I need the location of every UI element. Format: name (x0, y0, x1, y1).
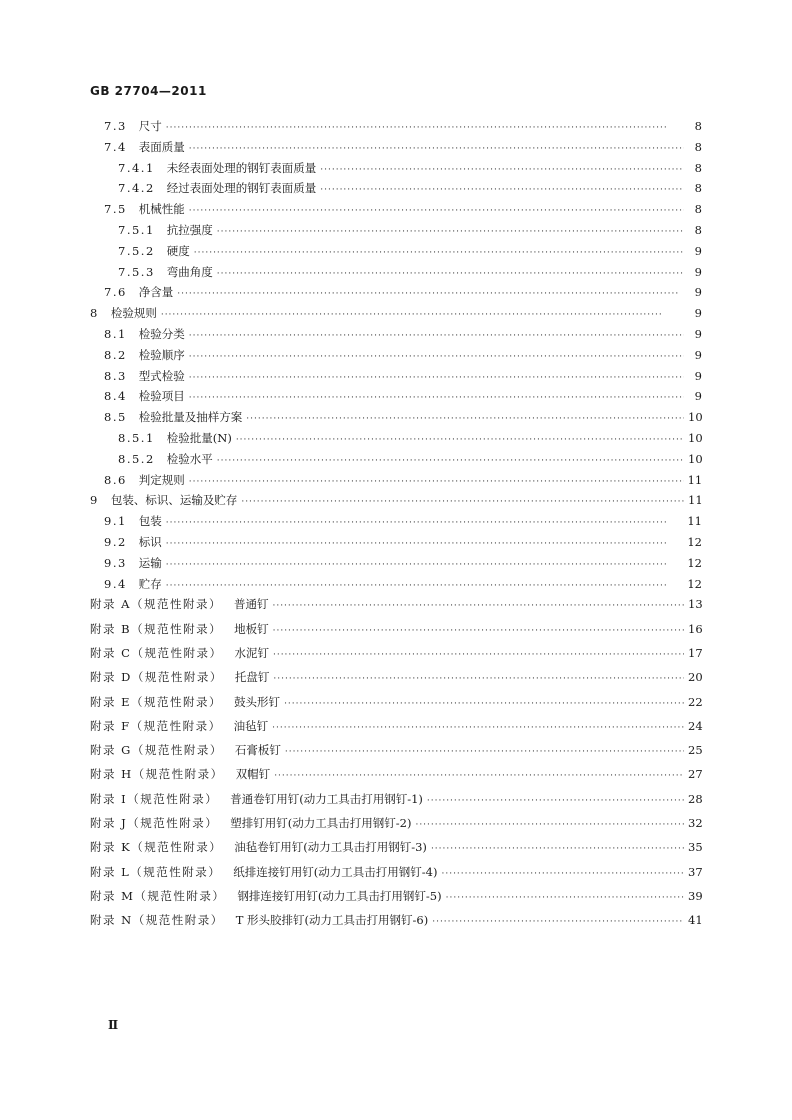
dot-leader (189, 393, 684, 403)
dot-leader (194, 248, 684, 258)
dot-leader (246, 414, 684, 424)
toc-entry-number: 7.3 (104, 119, 127, 133)
appendix-title: 钢排连接钉用钉(动力工具击打用钢钉-5) (237, 888, 442, 903)
toc-appendix-entry[interactable] (90, 839, 702, 863)
toc-entry-number: 7.5.3 (118, 264, 155, 279)
toc-entry-page: 8 (694, 119, 702, 133)
toc-entry[interactable] (90, 555, 702, 576)
toc-entry-number: 8.6 (104, 472, 127, 487)
toc-entry[interactable] (90, 430, 702, 451)
toc-entry[interactable] (90, 409, 702, 430)
toc-entry-page: 9 (694, 243, 702, 258)
toc-entry-number: 9.4 (104, 576, 127, 591)
toc-entry-page: 10 (688, 410, 703, 425)
toc-entry-page: 9 (694, 347, 702, 362)
toc-entry-number: 8.4 (104, 389, 127, 404)
appendix-page: 25 (688, 743, 703, 758)
appendix-label: 附录 N（规范性附录） (90, 913, 224, 928)
toc-entry-page: 9 (694, 306, 702, 321)
dot-leader (166, 518, 684, 528)
toc-entry-title: 抗拉强度 (166, 222, 213, 237)
toc-entry-page: 8 (694, 139, 702, 154)
toc-entry-page: 10 (688, 451, 703, 466)
toc-entry-page: 9 (694, 264, 702, 279)
toc-entry-title: 运输 (138, 555, 162, 570)
appendix-page: 35 (688, 840, 703, 855)
toc-entry-title: 检验批量及抽样方案 (138, 410, 243, 425)
appendix-title: 油毡卷钉用钉(动力工具击打用钢钉-3) (234, 840, 427, 855)
dot-leader (320, 185, 684, 195)
toc-entry[interactable] (90, 139, 702, 160)
dot-leader (189, 352, 684, 362)
dot-leader (285, 747, 684, 757)
toc-entry-number: 8.1 (104, 326, 127, 341)
toc-entry-title: 检验水平 (166, 451, 213, 466)
toc-entry-title: 经过表面处理的钢钉表面质量 (166, 181, 317, 196)
toc-entry-page: 8 (694, 222, 702, 237)
toc-entry-title: 净含量 (138, 285, 174, 300)
toc-entry-number: 7.4.1 (118, 160, 155, 175)
page-number-roman: Ⅱ (108, 1018, 119, 1032)
dot-leader (272, 723, 684, 733)
toc-entry[interactable] (90, 118, 702, 139)
dot-leader (441, 869, 684, 879)
toc-entry[interactable] (90, 201, 702, 222)
toc-appendix-entry[interactable] (90, 766, 702, 790)
toc-appendix-entry[interactable] (90, 718, 702, 742)
toc-entry-number: 7.5.1 (118, 222, 155, 237)
appendix-title: 塑排钉用钉(动力工具击打用钢钉-2) (230, 816, 412, 830)
dot-leader (166, 581, 684, 591)
dot-leader (415, 820, 684, 830)
dot-leader (177, 289, 684, 299)
appendix-label: 附录 C（规范性附录） (90, 645, 223, 660)
toc-entry[interactable] (90, 264, 702, 285)
appendix-title: 普通钉 (233, 597, 269, 612)
dot-leader (166, 539, 684, 549)
toc-entry-number: 9 (90, 493, 99, 508)
toc-entry-page: 12 (687, 534, 702, 549)
toc-entry-number: 7.5.2 (118, 243, 155, 258)
toc-entry-page: 9 (694, 389, 702, 404)
toc-entry-title: 包装、标识、运输及贮存 (110, 493, 238, 508)
toc-entry-page: 11 (687, 472, 703, 487)
toc-entry-title: 检验批量(N) (166, 430, 232, 445)
toc-entry-number: 7.6 (104, 285, 127, 300)
dot-leader (284, 699, 684, 709)
dot-leader (217, 227, 684, 237)
appendix-title: 普通卷钉用钉(动力工具击打用钢钉-1) (230, 791, 423, 806)
toc-entry-page: 9 (694, 368, 702, 383)
appendix-page: 39 (688, 888, 703, 903)
toc-entry-number: 7.4 (104, 139, 127, 154)
toc-entry-title: 型式检验 (138, 368, 185, 383)
toc-entry-page: 9 (694, 326, 702, 341)
toc-entry[interactable] (90, 492, 702, 513)
dot-leader (189, 206, 684, 216)
appendix-page: 32 (688, 816, 703, 830)
dot-leader (189, 373, 684, 383)
toc-entry[interactable] (90, 347, 702, 368)
toc-appendix-entry[interactable] (90, 645, 702, 669)
dot-leader (166, 560, 684, 570)
toc-entry-number: 8.2 (104, 347, 127, 362)
toc-entry[interactable] (90, 513, 702, 534)
toc-appendix-entry[interactable] (90, 815, 702, 839)
toc-entry[interactable] (90, 180, 702, 201)
dot-leader (273, 650, 684, 660)
toc-entry-page: 11 (688, 493, 703, 508)
appendix-title: 石膏板钉 (234, 743, 281, 758)
toc-entry-number: 8 (90, 306, 99, 321)
dot-leader (274, 771, 684, 781)
appendix-label: 附录 F（规范性附录） (90, 718, 222, 733)
toc-entry-page: 10 (688, 430, 703, 445)
standard-code-header: GB 27704—2011 (90, 84, 207, 98)
toc-entry-title: 检验规则 (110, 306, 157, 321)
toc-entry-page: 9 (694, 285, 702, 300)
toc-entry-number: 7.5 (104, 202, 127, 217)
toc-entry-number: 8.5.2 (118, 451, 155, 466)
toc-entry-page: 12 (687, 576, 702, 591)
appendix-page: 20 (688, 670, 703, 685)
toc-entry-title: 贮存 (138, 576, 162, 591)
toc-appendix-entry[interactable] (90, 864, 702, 888)
appendix-page: 22 (688, 694, 703, 709)
appendix-label: 附录 M（规范性附录） (90, 888, 226, 903)
toc-entry[interactable] (90, 576, 702, 597)
dot-leader (273, 626, 684, 636)
toc-appendix-entry[interactable] (90, 596, 702, 620)
appendix-label: 附录 B（规范性附录） (90, 621, 223, 636)
toc-entry-title: 表面质量 (138, 139, 185, 154)
toc-appendix-entry[interactable] (90, 694, 702, 718)
toc-entry[interactable] (90, 368, 702, 389)
toc-appendix-entry[interactable] (90, 669, 702, 693)
appendix-page: 17 (688, 645, 703, 660)
dot-leader (189, 144, 684, 154)
toc-appendix-entry[interactable] (90, 912, 702, 936)
toc-entry-title: 检验分类 (138, 326, 185, 341)
toc-entry[interactable] (90, 222, 702, 243)
dot-leader (217, 269, 684, 279)
toc-entry[interactable] (90, 451, 702, 472)
dot-leader (273, 674, 684, 684)
appendix-page: 28 (688, 791, 703, 806)
toc-entry-page: 8 (694, 202, 702, 217)
appendix-label: 附录 E（规范性附录） (90, 694, 223, 709)
appendix-title: 托盘钉 (234, 670, 270, 685)
toc-entry-number: 8.3 (104, 368, 127, 383)
appendix-title: 鼓头形钉 (234, 694, 281, 709)
dot-leader (217, 456, 684, 466)
appendix-label: 附录 J（规范性附录） (90, 816, 219, 830)
toc-entry-title: 硬度 (166, 243, 190, 258)
dot-leader (161, 310, 684, 320)
toc-entry-page: 12 (687, 555, 702, 570)
dot-leader (446, 893, 684, 903)
toc-appendix-entry[interactable] (90, 742, 702, 766)
appendix-page: 27 (688, 767, 703, 782)
table-of-contents (90, 118, 702, 936)
appendix-page: 16 (688, 621, 703, 636)
appendix-label: 附录 I（规范性附录） (90, 791, 219, 806)
toc-entry-number: 9.2 (104, 534, 127, 549)
toc-entry-page: 8 (694, 160, 702, 175)
toc-entry[interactable] (90, 472, 702, 493)
appendix-title: 纸排连接钉用钉(动力工具击打用钢钉-4) (233, 864, 438, 879)
toc-entry-number: 8.5 (104, 410, 127, 425)
appendix-title: 地板钉 (234, 621, 269, 636)
dot-leader (236, 435, 684, 445)
toc-entry-title: 标识 (138, 534, 162, 549)
dot-leader (241, 497, 684, 507)
toc-entry-title: 未经表面处理的钢钉表面质量 (166, 160, 317, 175)
toc-entry-page: 11 (687, 514, 702, 529)
appendix-label: 附录 K（规范性附录） (90, 840, 223, 855)
appendix-page: 41 (688, 913, 703, 928)
toc-entry-page: 8 (694, 181, 702, 196)
dot-leader (432, 917, 684, 927)
toc-entry-title: 判定规则 (138, 472, 185, 487)
appendix-title: T 形头胶排钉(动力工具击打用钢钉-6) (235, 913, 429, 928)
dot-leader (189, 477, 684, 487)
appendix-page: 24 (688, 718, 703, 733)
appendix-title: 油毡钉 (233, 718, 269, 733)
toc-entry[interactable] (90, 305, 702, 326)
toc-entry-title: 尺寸 (138, 119, 162, 133)
toc-entry[interactable] (90, 284, 702, 305)
toc-entry[interactable] (90, 388, 702, 409)
toc-entry[interactable] (90, 160, 702, 181)
toc-entry-number: 7.4.2 (118, 181, 155, 196)
toc-entry[interactable] (90, 326, 702, 347)
toc-entry[interactable] (90, 534, 702, 555)
appendix-label: 附录 A（规范性附录） (90, 597, 222, 612)
dot-leader (166, 123, 684, 133)
appendix-title: 双帽钉 (235, 767, 271, 782)
toc-appendix-entry[interactable] (90, 888, 702, 912)
toc-entry-title: 弯曲角度 (166, 264, 213, 279)
appendix-label: 附录 D（规范性附录） (90, 670, 223, 685)
dot-leader (427, 796, 684, 806)
dot-leader (320, 165, 684, 175)
dot-leader (189, 331, 684, 341)
appendix-label: 附录 L（规范性附录） (90, 864, 222, 879)
appendix-label: 附录 G（规范性附录） (90, 743, 223, 758)
toc-entry-number: 8.5.1 (118, 430, 155, 445)
appendix-label: 附录 H（规范性附录） (90, 767, 224, 782)
toc-entry-title: 检验顺序 (138, 347, 185, 362)
appendix-page: 13 (688, 597, 703, 612)
toc-appendix-entry[interactable] (90, 621, 702, 645)
toc-entry-number: 9.3 (104, 555, 127, 570)
appendix-title: 水泥钉 (234, 645, 269, 660)
dot-leader (272, 601, 684, 611)
toc-entry-title: 检验项目 (138, 389, 185, 404)
dot-leader (431, 844, 684, 854)
appendix-page: 37 (688, 864, 703, 879)
toc-entry-title: 包装 (138, 514, 162, 529)
toc-entry[interactable] (90, 243, 702, 264)
toc-entry-number: 9.1 (104, 514, 127, 529)
toc-appendix-entry[interactable] (90, 791, 702, 815)
toc-entry-title: 机械性能 (138, 202, 185, 217)
